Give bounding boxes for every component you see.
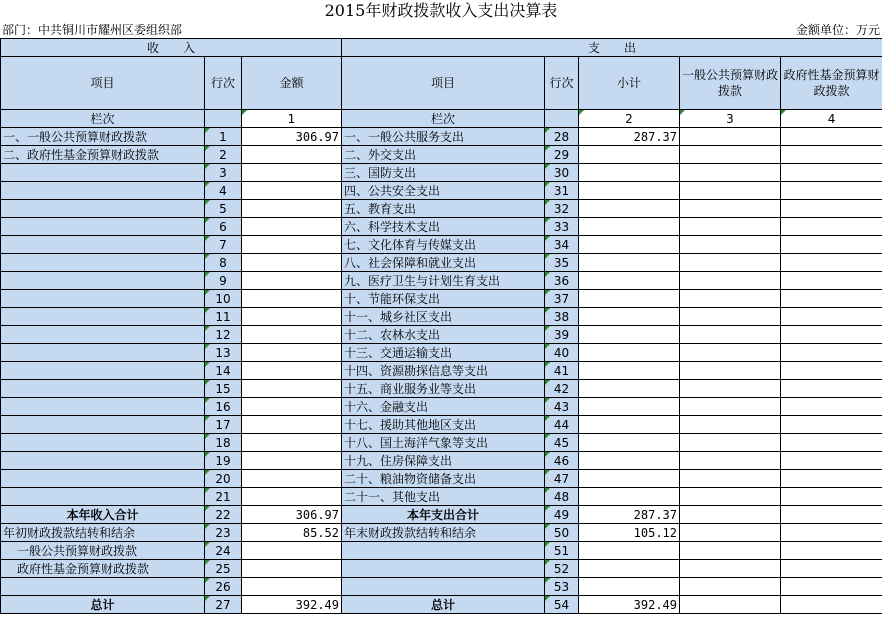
department-label: 部门：中共铜川市耀州区委组织部 <box>2 23 183 37</box>
income-item: 一、一般公共预算财政拨款 <box>1 128 205 146</box>
total-row <box>1 524 882 542</box>
income-line: 21 <box>205 488 242 506</box>
income-amount[interactable] <box>242 434 342 452</box>
expense-total-item <box>342 542 545 560</box>
expense-item: 十五、商业服务业等支出 <box>342 380 545 398</box>
gen-budget-amount[interactable] <box>680 182 781 200</box>
gen-budget-amount[interactable] <box>680 398 781 416</box>
expense-item: 十九、住房保障支出 <box>342 452 545 470</box>
expense-item: 二十、粮油物资储备支出 <box>342 470 545 488</box>
gov-fund-amount[interactable] <box>781 380 882 398</box>
expense-line: 37 <box>545 290 579 308</box>
expense-total-item: 年末财政拨款结转和结余 <box>342 524 545 542</box>
gen-budget-total[interactable] <box>680 578 781 596</box>
income-item <box>1 488 205 506</box>
expense-item: 二十一、其他支出 <box>342 488 545 506</box>
col-number-1: 1 <box>242 110 342 128</box>
unit-label: 金额单位：万元 <box>795 23 880 37</box>
income-amount[interactable] <box>242 290 342 308</box>
expense-subtotal[interactable] <box>579 272 680 290</box>
income-line: 14 <box>205 362 242 380</box>
income-item <box>1 344 205 362</box>
total-row <box>1 506 882 524</box>
expense-item: 六、科学技术支出 <box>342 218 545 236</box>
table-row <box>1 272 882 290</box>
gen-budget-total[interactable] <box>680 560 781 578</box>
expense-line: 40 <box>545 344 579 362</box>
expense-subtotal[interactable] <box>579 326 680 344</box>
income-amount[interactable] <box>242 362 342 380</box>
gov-fund-amount[interactable] <box>781 290 882 308</box>
income-group-header: 收 入 <box>1 39 342 57</box>
gov-fund-total[interactable] <box>781 578 882 596</box>
income-line: 20 <box>205 470 242 488</box>
income-line: 15 <box>205 380 242 398</box>
total-row <box>1 578 882 596</box>
gen-budget-total[interactable] <box>680 524 781 542</box>
expense-line: 48 <box>545 488 579 506</box>
income-item <box>1 290 205 308</box>
table-row <box>1 164 882 182</box>
gen-budget-header: 一般公共预算财政拨款 <box>680 57 781 110</box>
expense-total-line: 49 <box>545 506 579 524</box>
gen-budget-total[interactable] <box>680 542 781 560</box>
col-number-3: 3 <box>680 110 781 128</box>
gen-budget-amount[interactable] <box>680 218 781 236</box>
table-row <box>1 236 882 254</box>
expense-subtotal[interactable] <box>579 164 680 182</box>
gov-fund-amount[interactable] <box>781 308 882 326</box>
table-row <box>1 308 882 326</box>
gen-budget-total[interactable] <box>680 596 781 614</box>
expense-item: 八、社会保障和就业支出 <box>342 254 545 272</box>
income-amount[interactable] <box>242 218 342 236</box>
gov-fund-amount[interactable] <box>781 254 882 272</box>
income-total-line: 26 <box>205 578 242 596</box>
income-item: 二、政府性基金预算财政拨款 <box>1 146 205 164</box>
income-line: 9 <box>205 272 242 290</box>
col-number-2: 2 <box>579 110 680 128</box>
expense-subtotal[interactable] <box>579 182 680 200</box>
table-row <box>1 326 882 344</box>
gen-budget-amount[interactable] <box>680 164 781 182</box>
income-total-item <box>1 578 205 596</box>
expense-subtotal[interactable] <box>579 362 680 380</box>
gen-budget-amount[interactable] <box>680 326 781 344</box>
table-row <box>1 416 882 434</box>
expense-total-subtotal[interactable] <box>579 560 680 578</box>
expense-subtotal[interactable] <box>579 416 680 434</box>
income-amount[interactable] <box>242 380 342 398</box>
gov-fund-amount[interactable] <box>781 434 882 452</box>
income-item <box>1 236 205 254</box>
income-total-amount[interactable] <box>242 560 342 578</box>
gen-budget-amount[interactable] <box>680 272 781 290</box>
income-amount[interactable] <box>242 416 342 434</box>
income-amount[interactable] <box>242 488 342 506</box>
income-amount[interactable] <box>242 470 342 488</box>
gov-fund-amount[interactable] <box>781 200 882 218</box>
table-row <box>1 488 882 506</box>
expense-item: 一、一般公共服务支出 <box>342 128 545 146</box>
income-item <box>1 182 205 200</box>
table-row <box>1 254 882 272</box>
expense-total-line: 53 <box>545 578 579 596</box>
income-line: 4 <box>205 182 242 200</box>
col-number-4: 4 <box>781 110 882 128</box>
income-amount[interactable] <box>242 146 342 164</box>
income-amount[interactable] <box>242 236 342 254</box>
expense-subtotal-header: 小计 <box>579 57 680 110</box>
gen-budget-amount[interactable] <box>680 290 781 308</box>
gov-fund-amount[interactable] <box>781 128 882 146</box>
income-item <box>1 452 205 470</box>
expense-total-item <box>342 560 545 578</box>
table-row <box>1 434 882 452</box>
income-total-line: 27 <box>205 596 242 614</box>
gov-fund-amount[interactable] <box>781 344 882 362</box>
income-item <box>1 218 205 236</box>
income-item <box>1 254 205 272</box>
expense-subtotal[interactable] <box>579 344 680 362</box>
expense-total-item: 总计 <box>342 596 545 614</box>
table-row <box>1 200 882 218</box>
expense-total-item <box>342 578 545 596</box>
expense-total-subtotal[interactable] <box>579 542 680 560</box>
income-amount[interactable] <box>242 326 342 344</box>
income-total-line: 24 <box>205 542 242 560</box>
expense-subtotal[interactable] <box>579 488 680 506</box>
income-line: 16 <box>205 398 242 416</box>
expense-subtotal[interactable] <box>579 470 680 488</box>
expense-line: 30 <box>545 164 579 182</box>
expense-subtotal[interactable] <box>579 308 680 326</box>
income-line: 10 <box>205 290 242 308</box>
income-total-amount[interactable]: 392.49 <box>242 596 342 614</box>
income-item-header: 项目 <box>1 57 205 110</box>
income-total-line: 25 <box>205 560 242 578</box>
expense-item: 十四、资源勘探信息等支出 <box>342 362 545 380</box>
expense-total-subtotal[interactable]: 287.37 <box>579 506 680 524</box>
gov-fund-total[interactable] <box>781 560 882 578</box>
income-line-header: 行次 <box>205 57 242 110</box>
expense-item: 十七、援助其他地区支出 <box>342 416 545 434</box>
gov-fund-amount[interactable] <box>781 146 882 164</box>
table-row <box>1 128 882 146</box>
table-row <box>1 398 882 416</box>
income-line: 18 <box>205 434 242 452</box>
table-row <box>1 290 882 308</box>
gov-fund-amount[interactable] <box>781 182 882 200</box>
expense-total-subtotal[interactable]: 105.12 <box>579 524 680 542</box>
expense-total-item: 本年支出合计 <box>342 506 545 524</box>
income-lanci-label: 栏次 <box>1 110 205 128</box>
expense-item: 九、医疗卫生与计划生育支出 <box>342 272 545 290</box>
gen-budget-amount[interactable] <box>680 344 781 362</box>
table-row <box>1 452 882 470</box>
expense-line: 47 <box>545 470 579 488</box>
gen-budget-amount[interactable] <box>680 254 781 272</box>
table-row <box>1 182 882 200</box>
income-amount[interactable] <box>242 200 342 218</box>
income-total-item: 年初财政拨款结转和结余 <box>1 524 205 542</box>
total-row <box>1 542 882 560</box>
report-title: 2015年财政拨款收入支出决算表 <box>324 1 558 20</box>
expense-line: 36 <box>545 272 579 290</box>
expense-line: 46 <box>545 452 579 470</box>
expense-subtotal[interactable] <box>579 398 680 416</box>
income-line: 17 <box>205 416 242 434</box>
expense-subtotal[interactable]: 287.37 <box>579 128 680 146</box>
income-line: 1 <box>205 128 242 146</box>
expense-total-line: 54 <box>545 596 579 614</box>
expense-line: 29 <box>545 146 579 164</box>
income-line: 3 <box>205 164 242 182</box>
expense-subtotal[interactable] <box>579 380 680 398</box>
expense-item: 二、外交支出 <box>342 146 545 164</box>
income-item <box>1 398 205 416</box>
table-row <box>1 362 882 380</box>
gen-budget-amount[interactable] <box>680 236 781 254</box>
total-row <box>1 560 882 578</box>
expense-total-subtotal[interactable] <box>579 578 680 596</box>
income-amount[interactable] <box>242 452 342 470</box>
expense-item: 十八、国土海洋气象等支出 <box>342 434 545 452</box>
expense-total-line: 50 <box>545 524 579 542</box>
income-total-line: 22 <box>205 506 242 524</box>
expense-subtotal[interactable] <box>579 434 680 452</box>
income-total-amount[interactable] <box>242 578 342 596</box>
gov-fund-amount[interactable] <box>781 398 882 416</box>
expense-item: 四、公共安全支出 <box>342 182 545 200</box>
income-item <box>1 362 205 380</box>
income-amount[interactable] <box>242 398 342 416</box>
gen-budget-total[interactable] <box>680 506 781 524</box>
expense-line: 28 <box>545 128 579 146</box>
expense-subtotal[interactable] <box>579 236 680 254</box>
gov-fund-total[interactable] <box>781 506 882 524</box>
expense-item: 七、文化体育与传媒支出 <box>342 236 545 254</box>
gov-fund-amount[interactable] <box>781 218 882 236</box>
gov-fund-total[interactable] <box>781 596 882 614</box>
expense-item-header: 项目 <box>342 57 545 110</box>
income-line: 11 <box>205 308 242 326</box>
gen-budget-amount[interactable] <box>680 200 781 218</box>
gov-fund-amount[interactable] <box>781 272 882 290</box>
income-item <box>1 416 205 434</box>
expense-line: 38 <box>545 308 579 326</box>
income-total-amount[interactable]: 306.97 <box>242 506 342 524</box>
income-total-line: 23 <box>205 524 242 542</box>
income-line: 6 <box>205 218 242 236</box>
gen-budget-amount[interactable] <box>680 470 781 488</box>
expense-line: 39 <box>545 326 579 344</box>
income-item <box>1 326 205 344</box>
expense-line: 31 <box>545 182 579 200</box>
gov-fund-total[interactable] <box>781 524 882 542</box>
income-amount[interactable] <box>242 344 342 362</box>
income-line: 8 <box>205 254 242 272</box>
income-line: 12 <box>205 326 242 344</box>
income-amount[interactable] <box>242 182 342 200</box>
expense-group-header: 支 出 <box>342 39 882 57</box>
gov-fund-header: 政府性基金预算财政拨款 <box>781 57 882 110</box>
expense-item: 三、国防支出 <box>342 164 545 182</box>
income-item <box>1 200 205 218</box>
expense-subtotal[interactable] <box>579 452 680 470</box>
expense-total-line: 51 <box>545 542 579 560</box>
expense-total-line: 52 <box>545 560 579 578</box>
gov-fund-amount[interactable] <box>781 416 882 434</box>
income-item <box>1 380 205 398</box>
income-amount[interactable] <box>242 254 342 272</box>
expense-item: 五、教育支出 <box>342 200 545 218</box>
gov-fund-amount[interactable] <box>781 488 882 506</box>
expense-subtotal[interactable] <box>579 290 680 308</box>
expense-item: 十六、金融支出 <box>342 398 545 416</box>
income-line: 5 <box>205 200 242 218</box>
income-lanci-line <box>205 110 242 128</box>
gen-budget-amount[interactable] <box>680 362 781 380</box>
expense-subtotal[interactable] <box>579 254 680 272</box>
expense-line: 41 <box>545 362 579 380</box>
gov-fund-amount[interactable] <box>781 470 882 488</box>
gov-fund-amount[interactable] <box>781 452 882 470</box>
income-amount[interactable]: 306.97 <box>242 128 342 146</box>
expense-subtotal[interactable] <box>579 200 680 218</box>
expense-line: 42 <box>545 380 579 398</box>
gov-fund-total[interactable] <box>781 542 882 560</box>
income-line: 7 <box>205 236 242 254</box>
income-total-item: 本年收入合计 <box>1 506 205 524</box>
income-line: 19 <box>205 452 242 470</box>
expense-line: 43 <box>545 398 579 416</box>
income-total-item: 一般公共预算财政拨款 <box>1 542 205 560</box>
income-total-amount[interactable]: 85.52 <box>242 524 342 542</box>
income-amount[interactable] <box>242 164 342 182</box>
expense-line: 33 <box>545 218 579 236</box>
expense-item: 十、节能环保支出 <box>342 290 545 308</box>
income-total-item: 总计 <box>1 596 205 614</box>
expense-line: 44 <box>545 416 579 434</box>
gen-budget-amount[interactable] <box>680 308 781 326</box>
expense-subtotal[interactable] <box>579 146 680 164</box>
income-amount-header: 金额 <box>242 57 342 110</box>
expense-total-subtotal[interactable]: 392.49 <box>579 596 680 614</box>
income-item <box>1 434 205 452</box>
income-amount[interactable] <box>242 308 342 326</box>
expense-item: 十二、农林水支出 <box>342 326 545 344</box>
income-line: 13 <box>205 344 242 362</box>
table-row <box>1 470 882 488</box>
expense-item: 十三、交通运输支出 <box>342 344 545 362</box>
table-row <box>1 380 882 398</box>
income-line: 2 <box>205 146 242 164</box>
income-item <box>1 308 205 326</box>
gen-budget-amount[interactable] <box>680 416 781 434</box>
gov-fund-amount[interactable] <box>781 236 882 254</box>
gen-budget-amount[interactable] <box>680 146 781 164</box>
gov-fund-amount[interactable] <box>781 164 882 182</box>
table-row <box>1 218 882 236</box>
expense-line: 32 <box>545 200 579 218</box>
income-item <box>1 164 205 182</box>
expense-line: 45 <box>545 434 579 452</box>
gov-fund-amount[interactable] <box>781 326 882 344</box>
budget-table <box>0 38 882 614</box>
expense-lanci-line <box>545 110 579 128</box>
gen-budget-amount[interactable] <box>680 488 781 506</box>
expense-line-header: 行次 <box>545 57 579 110</box>
income-amount[interactable] <box>242 272 342 290</box>
expense-lanci-label: 栏次 <box>342 110 545 128</box>
income-total-item: 政府性基金预算财政拨款 <box>1 560 205 578</box>
gen-budget-amount[interactable] <box>680 380 781 398</box>
expense-line: 35 <box>545 254 579 272</box>
expense-subtotal[interactable] <box>579 218 680 236</box>
table-row <box>1 344 882 362</box>
gov-fund-amount[interactable] <box>781 362 882 380</box>
gen-budget-amount[interactable] <box>680 434 781 452</box>
gen-budget-amount[interactable] <box>680 128 781 146</box>
income-item <box>1 272 205 290</box>
expense-item: 十一、城乡社区支出 <box>342 308 545 326</box>
total-row <box>1 596 882 614</box>
income-total-amount[interactable] <box>242 542 342 560</box>
table-row <box>1 146 882 164</box>
gen-budget-amount[interactable] <box>680 452 781 470</box>
income-item <box>1 470 205 488</box>
expense-line: 34 <box>545 236 579 254</box>
